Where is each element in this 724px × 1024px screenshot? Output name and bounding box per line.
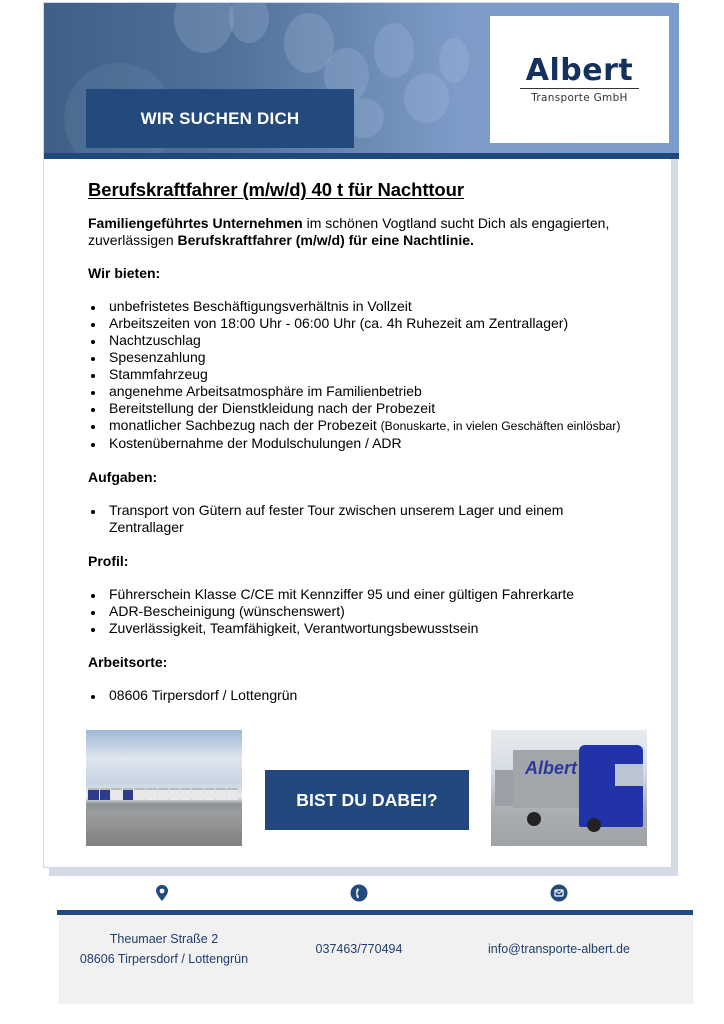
- list-item: 08606 Tirpersdorf / Lottengrün: [88, 687, 668, 704]
- list-item: Führerschein Klasse C/CE mit Kennziffer 95 und einer gültigen Fahrerkarte: [88, 586, 668, 603]
- logo-name: Albert: [520, 56, 639, 89]
- intro-bold-role: Berufskraftfahrer (m/w/d) für eine Nachtlinie.: [177, 232, 474, 248]
- truck-windshield: [615, 764, 643, 786]
- job-intro: [88, 215, 668, 249]
- list-item: Stammfahrzeug: [88, 366, 668, 383]
- job-title: Berufskraftfahrer (m/w/d) 40 t für Nachttour: [88, 179, 464, 200]
- mail-icon: [550, 884, 568, 902]
- truck-trailer: [495, 770, 515, 806]
- address-street: Theumaer Straße 2: [109, 932, 219, 946]
- list-item: Zuverlässigkeit, Teamfähigkeit, Verantwortungsbewusstsein: [88, 620, 668, 637]
- truck-cab: [579, 745, 643, 827]
- list-item: Spesenzahlung: [88, 349, 668, 366]
- email-link[interactable]: info@transporte-albert.de: [488, 942, 630, 956]
- company-logo: [490, 16, 669, 143]
- profile-heading: Profil:: [88, 553, 129, 569]
- phone-number[interactable]: 037463/770494: [315, 942, 403, 956]
- list-item: Transport von Gütern auf fester Tour zwischen unserem Lager und einem Zentrallager: [88, 502, 608, 536]
- profile-list: [88, 586, 668, 637]
- list-item-text: monatlicher Sachbezug nach der Probezeit: [109, 417, 377, 433]
- truck-photo: [491, 730, 647, 846]
- hiring-banner: WIR SUCHEN DICH: [86, 89, 354, 148]
- tasks-list: [88, 502, 608, 536]
- locations-heading: Arbeitsorte:: [88, 654, 168, 670]
- list-item: Bereitstellung der Dienstkleidung nach der Probezeit: [88, 400, 668, 417]
- address-city: 08606 Tirpersdorf / Lottengrün: [79, 952, 249, 966]
- truck-wheel: [587, 818, 601, 832]
- intro-bold-company: Familiengeführtes Unternehmen: [88, 215, 303, 231]
- list-item: Nachtzuschlag: [88, 332, 668, 349]
- bokeh-decoration: [174, 3, 234, 53]
- phone-icon: [350, 884, 368, 902]
- contact-footer: [59, 915, 693, 1004]
- truck-logo-text: Albert: [525, 758, 578, 778]
- bokeh-decoration: [374, 23, 414, 78]
- header-banner: [44, 3, 679, 156]
- location-pin-icon: [153, 884, 171, 902]
- list-item: Kostenübernahme der Modulschulungen / ADR: [88, 435, 668, 452]
- job-ad-card: [43, 2, 672, 868]
- tasks-heading: Aufgaben:: [88, 469, 158, 485]
- offers-list: [88, 298, 668, 452]
- footer-icons: [57, 882, 693, 908]
- bokeh-decoration: [229, 3, 269, 43]
- list-item: Arbeitszeiten von 18:00 Uhr - 06:00 Uhr (ca. 4h Ruhezeit am Zentrallager): [88, 315, 668, 332]
- list-item: unbefristetes Beschäftigungsverhältnis in Vollzeit: [88, 298, 668, 315]
- header-divider: [44, 153, 679, 159]
- logo-subtitle: Transporte GmbH: [531, 91, 628, 104]
- bokeh-decoration: [439, 38, 469, 83]
- list-item: [88, 417, 668, 435]
- offers-heading: Wir bieten:: [88, 265, 161, 281]
- job-content: [88, 179, 668, 721]
- locations-list: [88, 687, 668, 704]
- fleet-photo: [86, 730, 242, 846]
- truck-wheel: [527, 812, 541, 826]
- list-item: ADR-Bescheinigung (wünschenswert): [88, 603, 668, 620]
- list-item: angenehme Arbeitsatmosphäre im Familienbetrieb: [88, 383, 668, 400]
- truck-fleet: [88, 788, 238, 800]
- intro-text: im schönen Vogtland sucht Dich als engagierten, zuverlässigen: [88, 215, 610, 248]
- list-item-note: (Bonuskarte, in vielen Geschäften einlösbar): [380, 419, 621, 433]
- apply-button[interactable]: BIST DU DABEI?: [265, 770, 469, 830]
- bokeh-decoration: [404, 73, 449, 123]
- address-block: [59, 929, 269, 969]
